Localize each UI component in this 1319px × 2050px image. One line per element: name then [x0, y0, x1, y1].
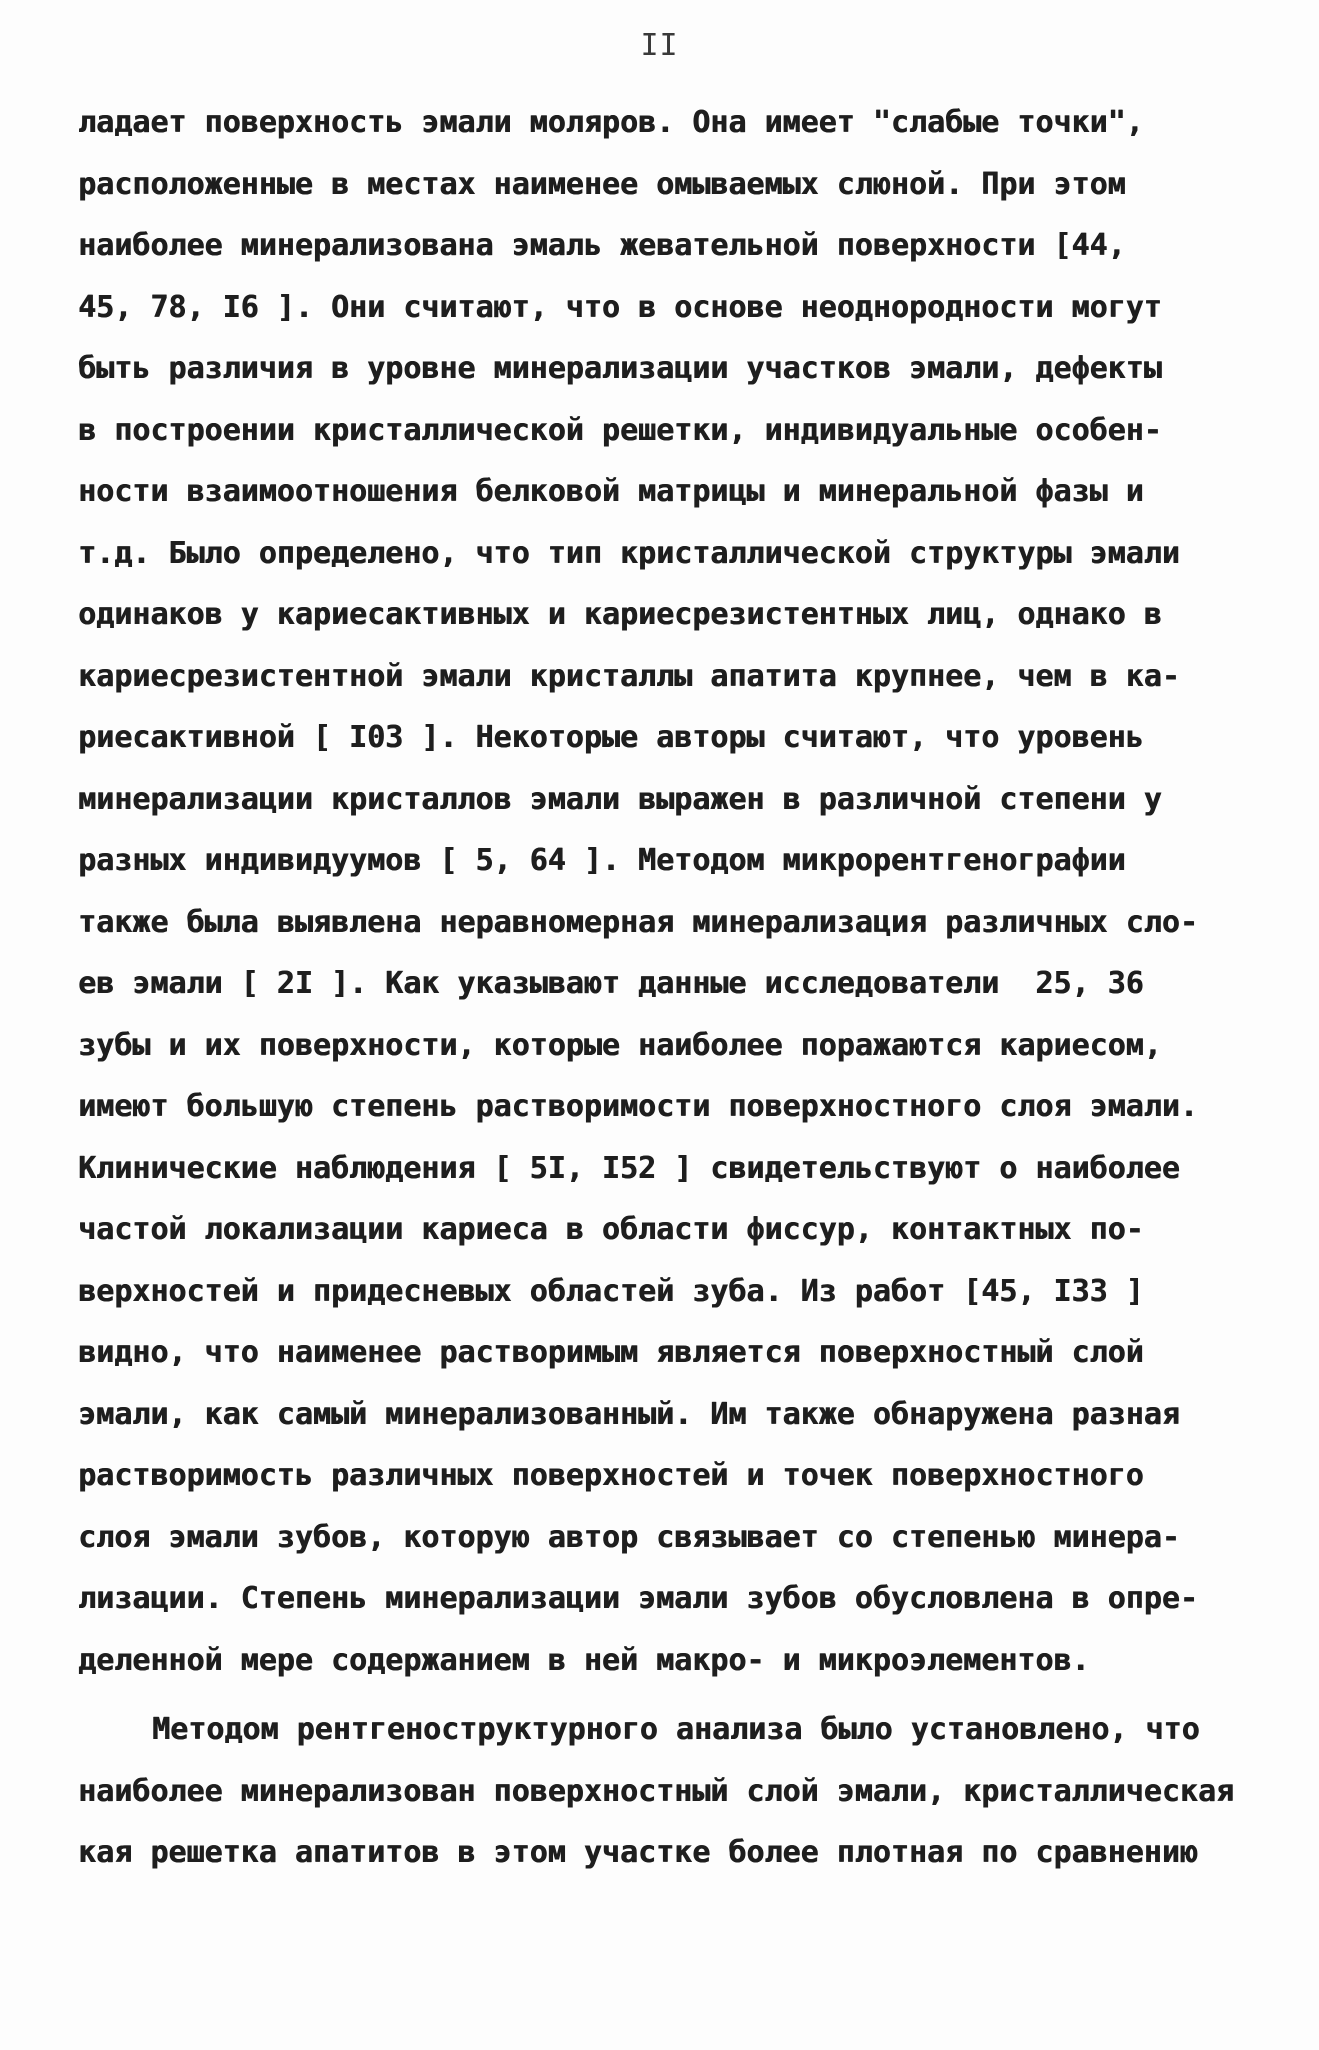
- text-line: ладает поверхность эмали моляров. Она имеет "слабые точки",: [78, 105, 1144, 140]
- text-line: риесактивной [ I03 ]. Некоторые авторы считают, что уровень: [78, 720, 1144, 755]
- text-line: имеют большую степень растворимости поверхностного слоя эмали.: [78, 1089, 1198, 1124]
- text-line: зубы и их поверхности, которые наиболее поражаются кариесом,: [78, 1027, 1162, 1063]
- text-line: частой локализации кариеса в области фиссур, контактных по-: [78, 1212, 1144, 1247]
- text-line: растворимость различных поверхностей и точек поверхностного: [78, 1458, 1144, 1493]
- text-line: Клинические наблюдения [ 5I, I52 ] свидетельствуют о наиболее: [78, 1150, 1180, 1186]
- text-line: одинаков у кариесактивных и кариесрезистентных лиц, однако в: [78, 597, 1162, 632]
- text-line: верхностей и придесневых областей зуба. Из работ [45, I33 ]: [78, 1273, 1144, 1309]
- body-text: [78, 92, 1238, 1884]
- text-line: слоя эмали зубов, которую автор связывает со степенью минера-: [78, 1519, 1180, 1555]
- text-line: расположенные в местах наименее омываемых слюной. При этом: [78, 166, 1126, 202]
- text-line: лизации. Степень минерализации эмали зубов обусловлена в опре-: [78, 1581, 1198, 1616]
- text-line: ев эмали [ 2I ]. Как указывают данные исследователи 25, 36: [78, 966, 1144, 1001]
- text-line: т.д. Было определено, что тип кристаллической структуры эмали: [78, 535, 1180, 571]
- text-line: кая решетка апатитов в этом участке более плотная по сравнению: [78, 1835, 1198, 1870]
- text-line: минерализации кристаллов эмали выражен в различной степени у: [78, 781, 1162, 817]
- text-line: 45, 78, I6 ]. Они считают, что в основе неоднородности могут: [78, 289, 1162, 325]
- text-line: наиболее минерализована эмаль жевательной поверхности [44,: [78, 228, 1126, 263]
- text-line: также была выявлена неравномерная минерализация различных сло-: [78, 904, 1198, 940]
- text-line: наиболее минерализован поверхностный слой эмали, кристаллическая: [78, 1773, 1234, 1809]
- text-line: в построении кристаллической решетки, индивидуальные особен-: [78, 412, 1162, 448]
- text-line: быть различия в уровне минерализации участков эмали, дефекты: [78, 351, 1162, 386]
- text-line: видно, что наименее растворимым является поверхностный слой: [78, 1335, 1144, 1370]
- text-line: кариесрезистентной эмали кристаллы апатита крупнее, чем в ка-: [78, 658, 1180, 694]
- text-line: разных индивидуумов [ 5, 64 ]. Методом микрорентгенографии: [78, 843, 1126, 878]
- page-number: II: [640, 28, 679, 63]
- paragraph-first-line: Методом рентгеноструктурного анализа было установлено, что: [152, 1712, 1200, 1747]
- text-line: эмали, как самый минерализованный. Им также обнаружена разная: [78, 1396, 1180, 1432]
- text-line: ности взаимоотношения белковой матрицы и минеральной фазы и: [78, 474, 1144, 509]
- text-line: деленной мере содержанием в ней макро- и микроэлементов.: [78, 1642, 1090, 1678]
